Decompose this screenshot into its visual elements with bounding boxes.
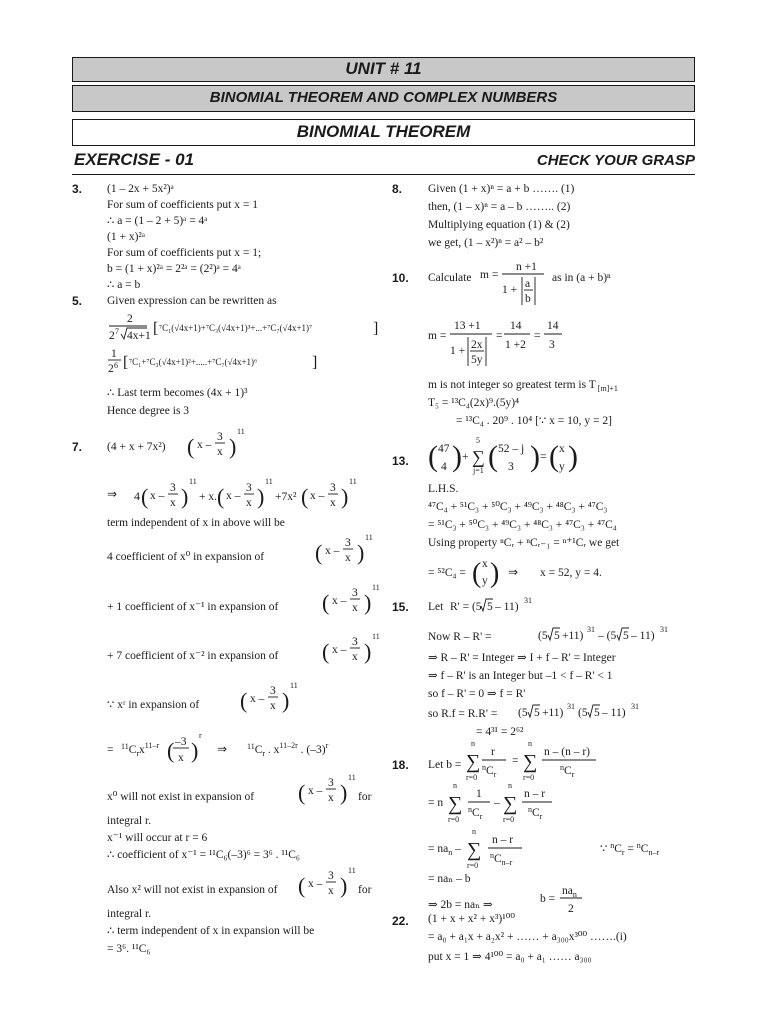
svg-text:11: 11 xyxy=(372,583,380,592)
general-term-formula xyxy=(107,733,382,769)
svg-text:= nan –: = $na_n$ – xyxy=(428,843,461,857)
svg-text:r=0: r=0 xyxy=(448,815,460,824)
svg-text:x –: x – xyxy=(226,490,241,502)
m-calculation xyxy=(428,318,578,368)
svg-text:a: a xyxy=(525,278,531,290)
svg-text:): ) xyxy=(181,484,189,509)
svg-text:n: n xyxy=(528,739,532,748)
svg-text:(: ( xyxy=(322,639,330,664)
svg-text:– 11): – 11) xyxy=(602,707,626,719)
r-times-rprime xyxy=(518,700,688,722)
svg-text:= ⁵²C₄ =: = ⁵²C₄ = xyxy=(428,567,466,579)
svg-text:+11): +11) xyxy=(542,707,564,719)
svg-text:r=0: r=0 xyxy=(467,861,479,870)
solution-line: L.H.S. xyxy=(428,483,459,495)
solution-line: = naₙ – b xyxy=(428,873,471,885)
question-number: 15. xyxy=(392,600,409,614)
solution-line: + 7 coefficient of x⁻² in expansion of xyxy=(107,650,279,662)
svg-text:x: x xyxy=(328,792,334,804)
question-number: 10. xyxy=(392,271,409,285)
svg-text:7: 7 xyxy=(115,327,119,336)
svg-text:x: x xyxy=(270,700,276,712)
svg-text:(: ( xyxy=(167,738,175,763)
svg-text:–3: –3 xyxy=(175,736,187,748)
solution-line: Hence degree is 3 xyxy=(107,405,190,417)
solution-line: term independent of x in above will be xyxy=(107,517,285,529)
svg-text:5: 5 xyxy=(534,707,540,719)
svg-text:∑: ∑ xyxy=(466,751,481,773)
svg-text:]: ] xyxy=(373,320,379,337)
svg-text:n – r: n – r xyxy=(492,834,514,846)
svg-text:x –: x – xyxy=(308,878,323,890)
solution-line: Given expression can be rewritten as xyxy=(107,295,277,307)
svg-text:5: 5 xyxy=(554,630,560,642)
svg-text:14: 14 xyxy=(547,320,559,332)
solution-line: Calculate xyxy=(428,272,472,284)
svg-text:⁷C₁(√4x+1)+⁷C₃(√4x+1)³+...+⁷C₇: ⁷C₁(√4x+1)+⁷C₃(√4x+1)³+...+⁷C₇(√4x+1)⁷ xyxy=(159,323,313,333)
solution-line: (4 + x + 7x²) xyxy=(107,441,166,453)
svg-text:nCr: $^nC_r$ xyxy=(468,805,483,821)
svg-text:=: = xyxy=(534,330,541,342)
svg-text:n: n xyxy=(471,739,475,748)
svg-text:5: 5 xyxy=(594,707,600,719)
svg-text:]: ] xyxy=(312,354,318,371)
svg-text:n: n xyxy=(453,781,457,790)
solution-line: ∵ xʳ in expansion of xyxy=(107,699,200,711)
svg-text:nCn–r: $^nC_{n-r}$ xyxy=(490,851,513,867)
exercise-row xyxy=(72,149,695,175)
svg-text:nCr: $^nC_r$ xyxy=(560,763,575,779)
svg-text:x: x xyxy=(352,602,358,614)
solution-line: ⇒ 2b = naₙ ⇒ xyxy=(428,899,493,911)
svg-text:31: 31 xyxy=(524,596,532,605)
svg-text:52 – j: 52 – j xyxy=(498,443,525,455)
svg-text:3: 3 xyxy=(328,870,334,882)
svg-text:): ) xyxy=(452,440,462,473)
svg-text:3: 3 xyxy=(217,431,223,443)
solution-line: x = 52, y = 4. xyxy=(540,567,602,579)
svg-text:r=0: r=0 xyxy=(523,773,535,782)
svg-text:11: 11 xyxy=(372,632,380,641)
svg-text:11: 11 xyxy=(290,681,298,690)
svg-text:3: 3 xyxy=(270,685,276,697)
svg-text:1: 1 xyxy=(111,348,117,360)
svg-text:+ x.: + x. xyxy=(199,491,217,503)
solution-line: ∴ coefficient of x⁻¹ = ¹¹C₆(–3)⁶ = 3⁶ . ¹¹C₆ xyxy=(107,849,300,861)
svg-text:2: 2 xyxy=(109,330,115,342)
svg-text:): ) xyxy=(191,738,199,763)
question-number: 13. xyxy=(392,454,409,468)
b-split-sum xyxy=(428,782,558,828)
solution-line: Given (1 + x)ⁿ = a + b ……. (1) xyxy=(428,183,575,195)
svg-text:): ) xyxy=(530,440,540,473)
svg-text:x –: x – xyxy=(332,644,347,656)
svg-text:(: ( xyxy=(240,688,248,713)
svg-text:3: 3 xyxy=(345,537,351,549)
svg-text:y: y xyxy=(482,575,488,587)
solution-line: ∴ Last term becomes (4x + 1)³ xyxy=(107,387,248,399)
svg-text:11: 11 xyxy=(237,427,245,436)
solution-line: b = (1 + x)²ᵃ = 2²ᵃ = (2²)ᵃ = 4ᵃ xyxy=(107,263,241,275)
svg-text:–: – xyxy=(494,797,500,809)
svg-text:n +1: n +1 xyxy=(516,261,537,273)
right-column xyxy=(392,176,695,976)
exercise-label: EXERCISE - 01 xyxy=(74,150,194,169)
svg-text:3: 3 xyxy=(330,482,336,494)
svg-text:11Crx11–r: $^{11}C_rx^{11-r}$ xyxy=(121,741,160,758)
svg-text:m =: m = xyxy=(480,269,499,281)
svg-text:11: 11 xyxy=(265,477,273,486)
solution-line: integral r. xyxy=(107,908,152,920)
svg-text:(: ( xyxy=(298,780,306,805)
svg-text:– 11): – 11) xyxy=(495,601,519,613)
svg-text:(: ( xyxy=(322,590,330,615)
svg-text:x –: x – xyxy=(308,785,323,797)
greatest-term-text: m is not integer so greatest term is T xyxy=(428,379,596,391)
svg-text:=: = xyxy=(512,755,519,767)
b-definition xyxy=(466,740,596,784)
solution-line: we get, (1 – x²)ⁿ = a² – b² xyxy=(428,237,544,249)
solution-line: Now R – R' = xyxy=(428,631,492,643)
question-number: 3. xyxy=(72,182,83,196)
svg-text:⇒: ⇒ xyxy=(508,565,519,579)
svg-text:2: 2 xyxy=(108,363,114,375)
solution-line: 4 coefficient of x⁰ in expansion of xyxy=(107,551,265,563)
question-number: 5. xyxy=(72,294,83,308)
binomial-x-minus-3-over-x xyxy=(322,632,392,669)
svg-text:31: 31 xyxy=(567,702,575,711)
binomial-x-minus-3-over-x xyxy=(322,583,392,620)
svg-text:=: = xyxy=(107,744,114,756)
solution-line: so f – R' = 0 ⇒ f = R' xyxy=(428,688,526,700)
svg-text:=: = xyxy=(540,451,547,463)
svg-text:2x: 2x xyxy=(471,339,483,351)
svg-text:): ) xyxy=(364,639,372,664)
svg-text:11: 11 xyxy=(365,533,373,542)
svg-text:(: ( xyxy=(472,558,482,589)
svg-text:4x+1: 4x+1 xyxy=(127,330,151,342)
check-your-grasp-label: CHECK YOUR GRASP xyxy=(536,152,695,169)
svg-text:y: y xyxy=(559,461,565,473)
svg-text:n: n xyxy=(508,781,512,790)
svg-text:x: x xyxy=(328,885,334,897)
svg-text:14: 14 xyxy=(510,320,522,332)
solution-line: ⇒ R – R' = Integer ⇒ I + f – R' = Integer xyxy=(428,652,616,664)
svg-text:∑: ∑ xyxy=(448,793,463,815)
unit-title: UNIT # 11 xyxy=(72,57,695,82)
svg-text:r=0: r=0 xyxy=(503,815,515,824)
svg-text:3: 3 xyxy=(352,636,358,648)
binomial-x-minus-3-over-x xyxy=(240,681,310,718)
svg-text:11: 11 xyxy=(348,773,356,782)
left-column xyxy=(72,176,382,976)
solution-line: (1 + x + x² + x³)¹⁰⁰ xyxy=(428,913,515,925)
solution-line: as in (a + b)ⁿ xyxy=(552,272,611,284)
solution-line: Multiplying equation (1) & (2) xyxy=(428,219,570,231)
solution-line: ∴ a = (1 – 2 + 5)ᵃ = 4ᵃ xyxy=(107,215,208,227)
svg-text:): ) xyxy=(568,440,578,473)
solution-line: = ⁵¹C₃ + ⁵⁰C₃ + ⁴⁹C₃ + ⁴⁸C₃ + ⁴⁷C₃ + ⁴⁷C₄ xyxy=(428,519,617,531)
b-nan-form xyxy=(428,828,698,874)
svg-text:4: 4 xyxy=(134,489,140,503)
svg-text:3: 3 xyxy=(246,482,252,494)
svg-text:47: 47 xyxy=(438,443,450,455)
svg-text:∵ nCr = nCn–r: ∵ $^nC_r = ^nC_{n-r}$ xyxy=(600,841,660,857)
topic-title: BINOMIAL THEOREM xyxy=(72,119,695,146)
svg-text:): ) xyxy=(357,540,365,565)
svg-text:5: 5 xyxy=(487,601,493,613)
svg-text:x: x xyxy=(482,558,488,570)
svg-text:r=0: r=0 xyxy=(466,773,478,782)
svg-text:31: 31 xyxy=(660,625,668,634)
solution-line: x⁰ will not exist in expansion of xyxy=(107,791,255,803)
svg-text:– (5: – (5 xyxy=(598,630,617,642)
svg-text:nan: $na_n$ xyxy=(562,885,577,899)
svg-text:11: 11 xyxy=(349,477,357,486)
svg-text:(: ( xyxy=(301,484,309,509)
svg-text:n – r: n – r xyxy=(524,788,546,800)
solution-line: Let b = xyxy=(428,759,462,771)
svg-text:⇒: ⇒ xyxy=(107,487,118,501)
svg-text:13 +1: 13 +1 xyxy=(454,320,481,332)
question-number: 8. xyxy=(392,182,403,196)
svg-text:(: ( xyxy=(217,484,225,509)
solution-line: (1 + x)²ᵃ xyxy=(107,231,145,243)
chapter-title: BINOMIAL THEOREM AND COMPLEX NUMBERS xyxy=(72,85,695,112)
svg-text:(: ( xyxy=(187,434,195,459)
svg-text:5y: 5y xyxy=(471,354,483,366)
svg-text:1 +2: 1 +2 xyxy=(505,339,526,351)
r-minus-rprime xyxy=(538,623,698,645)
solution-line: ∴ a = b xyxy=(107,279,141,291)
svg-text:3: 3 xyxy=(352,587,358,599)
svg-text:3: 3 xyxy=(328,777,334,789)
binomial-x-minus-3-over-x xyxy=(315,533,385,570)
expanded-expression xyxy=(107,477,382,516)
svg-text:31: 31 xyxy=(631,702,639,711)
svg-text:): ) xyxy=(257,484,265,509)
solution-line: so R.f = R.R' = xyxy=(428,708,498,720)
svg-text:r: r xyxy=(491,746,495,758)
svg-text:= n: = n xyxy=(428,797,444,809)
svg-text:): ) xyxy=(340,780,348,805)
svg-text:x: x xyxy=(352,651,358,663)
svg-text:2: 2 xyxy=(127,313,133,325)
svg-text:(: ( xyxy=(298,873,306,898)
svg-text:∑: ∑ xyxy=(472,447,485,467)
svg-text:R' = (5: R' = (5 xyxy=(450,601,482,613)
svg-text:5: 5 xyxy=(623,630,629,642)
svg-text:5: 5 xyxy=(476,436,480,445)
svg-text:3: 3 xyxy=(170,482,176,494)
svg-text:): ) xyxy=(282,688,290,713)
question-number: 22. xyxy=(392,914,409,928)
solution-line: m is not integer so greatest term is T $_{[m]+1}$ xyxy=(428,379,618,393)
svg-text:r: r xyxy=(199,731,202,740)
question-number: 18. xyxy=(392,758,409,772)
svg-text:[: [ xyxy=(123,354,129,371)
svg-text:b =: b = xyxy=(540,893,556,905)
svg-text:11: 11 xyxy=(189,477,197,486)
binomial-x-minus-3-over-x xyxy=(187,427,257,464)
svg-text:(: ( xyxy=(141,484,149,509)
svg-text:=: = xyxy=(496,330,503,342)
svg-text:n – (n – r): n – (n – r) xyxy=(544,746,590,758)
svg-text:4: 4 xyxy=(441,461,447,473)
solution-line: integral r. xyxy=(107,815,152,827)
svg-text:x –: x – xyxy=(325,545,340,557)
svg-text:x: x xyxy=(217,446,223,458)
svg-text:(5: (5 xyxy=(538,630,548,642)
solution-line: T₅ = ¹³C₄(2x)⁹.(5y)⁴ xyxy=(428,397,520,409)
svg-text:m =: m = xyxy=(428,330,447,342)
solution-line: = a₀ + a₁x + a₂x² + …… + a₃₀₀x³⁰⁰ …….(i) xyxy=(428,931,627,943)
svg-text:(: ( xyxy=(428,440,438,473)
svg-text:n: n xyxy=(472,827,476,836)
svg-text:+7x²: +7x² xyxy=(275,491,297,503)
m-formula xyxy=(480,260,546,310)
svg-text:3: 3 xyxy=(508,461,514,473)
svg-text:): ) xyxy=(229,434,237,459)
solution-line: = 4³¹ = 2⁶² xyxy=(476,726,524,738)
solution-line: (1 – 2x + 5x²)ᵃ xyxy=(107,183,174,195)
solution-line: = ¹³C₄ . 20⁹ . 10⁴ [∵ x = 10, y = 2] xyxy=(456,415,612,427)
svg-text:(5: (5 xyxy=(518,707,528,719)
svg-text:): ) xyxy=(341,484,349,509)
combination-result xyxy=(428,554,528,590)
svg-text:1 +: 1 + xyxy=(502,284,518,296)
svg-text:1: 1 xyxy=(476,788,482,800)
svg-text:x: x xyxy=(246,497,252,509)
svg-text:x –: x – xyxy=(332,595,347,607)
svg-text:– 11): – 11) xyxy=(631,630,655,642)
b-result xyxy=(540,886,600,922)
svg-text:x –: x – xyxy=(310,490,325,502)
r-definition xyxy=(450,594,560,616)
svg-text:+: + xyxy=(462,451,469,463)
svg-text:6: 6 xyxy=(114,361,118,370)
expansion-formula-1 xyxy=(107,312,382,346)
solution-line: + 1 coefficient of x⁻¹ in expansion of xyxy=(107,601,279,613)
svg-text:j=1: j=1 xyxy=(473,466,484,475)
solution-line: put x = 1 ⇒ 4¹⁰⁰ = a₀ + a₁ …… a₃₀₀ xyxy=(428,951,592,963)
svg-text:(5: (5 xyxy=(578,707,588,719)
svg-text:(: ( xyxy=(549,440,559,473)
svg-text:∑: ∑ xyxy=(467,839,482,861)
svg-text:x: x xyxy=(345,552,351,564)
svg-text:(: ( xyxy=(315,540,323,565)
svg-text:[: [ xyxy=(153,320,159,337)
solution-line: Using property ⁿCᵣ + ⁿCᵣ₋₁ = ⁿ⁺¹Cᵣ we get xyxy=(428,537,620,549)
svg-text:x –: x – xyxy=(250,693,265,705)
svg-text:1 +: 1 + xyxy=(450,345,466,357)
svg-text:): ) xyxy=(364,590,372,615)
solution-line: ∴ term independent of x in expansion will be xyxy=(107,925,315,937)
solution-line: For sum of coefficients put x = 1; xyxy=(107,247,262,259)
solution-line: then, (1 – x)ⁿ = a – b …….. (2) xyxy=(428,201,571,213)
svg-text:): ) xyxy=(490,558,500,589)
svg-text:x –: x – xyxy=(197,439,212,451)
svg-text:3: 3 xyxy=(549,339,555,351)
expansion-formula-2 xyxy=(107,348,357,378)
svg-text:x: x xyxy=(330,497,336,509)
solution-line: x⁻¹ will occur at r = 6 xyxy=(107,832,208,844)
svg-text:nCr: $^nC_r$ xyxy=(482,763,497,779)
solution-line: for xyxy=(358,884,372,896)
svg-text:2: 2 xyxy=(568,903,574,915)
svg-text:⇒: ⇒ xyxy=(217,742,228,756)
solution-line: Let xyxy=(428,601,444,613)
solution-line: Also x² will not exist in expansion of xyxy=(107,884,278,896)
solution-line: ⇒ f – R' is an Integer but –1 < f – R' < 1 xyxy=(428,670,613,682)
svg-text:⁷C₁+⁷C₃(√4x+1)²+.....+⁷C₇(√4x+: ⁷C₁+⁷C₃(√4x+1)²+.....+⁷C₇(√4x+1)⁶ xyxy=(129,357,258,367)
svg-text:∑: ∑ xyxy=(503,793,518,815)
svg-text:(: ( xyxy=(488,440,498,473)
svg-text:11: 11 xyxy=(348,866,356,875)
svg-text:x: x xyxy=(178,752,184,764)
svg-text:): ) xyxy=(340,873,348,898)
svg-text:x –: x – xyxy=(150,490,165,502)
svg-text:31: 31 xyxy=(587,625,595,634)
svg-text:x: x xyxy=(170,497,176,509)
question-number: 7. xyxy=(72,440,83,454)
svg-text:b: b xyxy=(525,293,531,305)
solution-line: for xyxy=(358,791,372,803)
solution-line: = 3⁶. ¹¹C₆ xyxy=(107,943,151,955)
svg-text:x: x xyxy=(559,443,565,455)
solution-line: ⁴⁷C₄ + ⁵¹C₃ + ⁵⁰C₃ + ⁴⁹C₃ + ⁴⁸C₃ + ⁴⁷C₃ xyxy=(428,501,608,513)
svg-text:11Cr . x11–2r . (–3)r: $^{11}C_r$ . $x^{11-2r}$ . $(-3)^r$ xyxy=(247,741,329,758)
solution-line: For sum of coefficients put x = 1 xyxy=(107,199,258,211)
svg-text:+11): +11) xyxy=(562,630,584,642)
svg-text:nCr: $^nC_r$ xyxy=(528,805,543,821)
combinatorial-equation xyxy=(428,438,578,480)
svg-text:∑: ∑ xyxy=(523,751,538,773)
